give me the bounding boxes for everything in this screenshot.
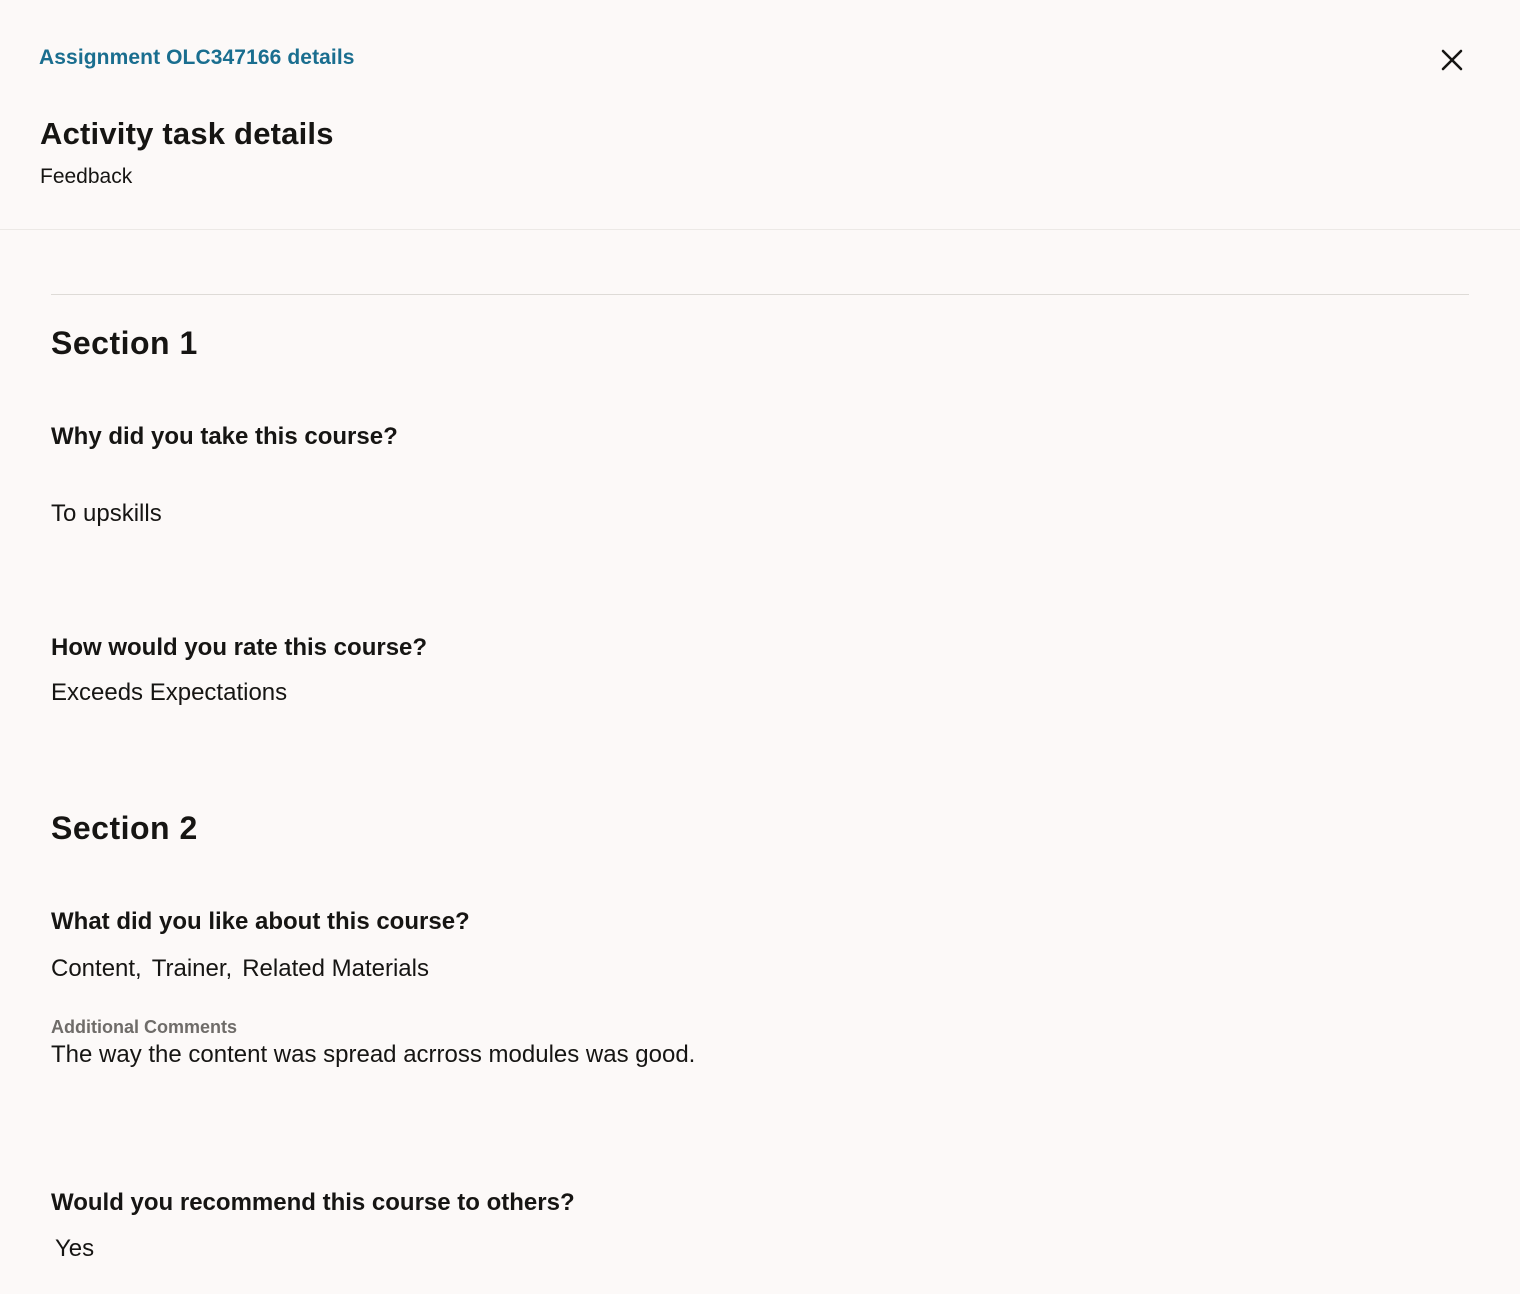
answer-tag: Content, (51, 955, 142, 982)
answer-text: Exceeds Expectations (51, 679, 288, 706)
answer-text: Yes (55, 1235, 95, 1262)
question-label: How would you rate this course? (51, 634, 428, 661)
panel-header (0, 0, 1520, 230)
question-label: Would you recommend this course to others? (51, 1189, 575, 1216)
assignment-breadcrumb-link[interactable]: Assignment OLC347166 details (39, 46, 355, 69)
answer-tags (51, 955, 439, 983)
answer-tag: Trainer, (151, 955, 233, 982)
additional-comments-text: The way the content was spread acrross modules was good. (51, 1041, 696, 1068)
close-icon (1441, 49, 1463, 71)
question-label: What did you like about this course? (51, 908, 470, 935)
page-title: Activity task details (40, 116, 334, 151)
answer-text: To upskills (51, 500, 162, 527)
answer-tag: Related Materials (242, 955, 429, 982)
close-button[interactable] (1432, 40, 1472, 80)
question-label: Why did you take this course? (51, 423, 398, 450)
additional-comments-label: Additional Comments (51, 1017, 238, 1037)
page-subtitle: Feedback (40, 165, 133, 188)
section-title: Section 1 (51, 325, 198, 361)
section-title: Section 2 (51, 810, 198, 846)
feedback-content (51, 294, 1469, 1262)
